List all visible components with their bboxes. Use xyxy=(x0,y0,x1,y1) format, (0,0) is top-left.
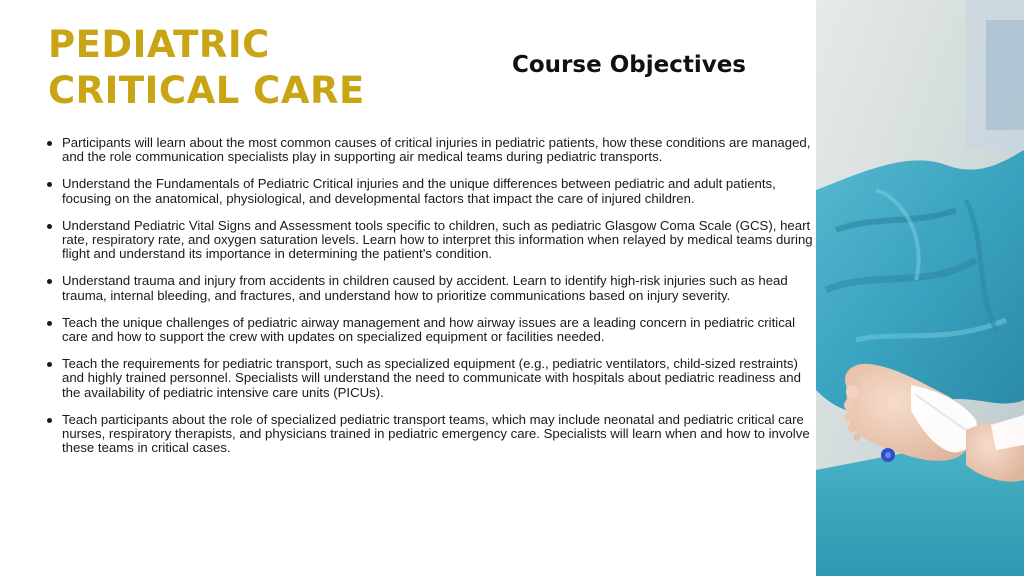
objective-item: Understand Pediatric Vital Signs and Assessment tools specific to children, such as pediatric Glasgow Coma Scale (GCS), heart rate, respiratory rate, and oxygen saturation levels. Learn how to interpret this information when relayed by medical teams during flight and understand its importance in determining the patient’s condition. xyxy=(62,219,822,262)
objective-item: Teach the requirements for pediatric transport, such as specialized equipment (e.g., pediatric ventilators, child-sized restraints) and highly trained personnel. Specialists will understand the need to communicate with hospitals about pediatric readiness and the availability of pediatric intensive care units (PICUs). xyxy=(62,357,822,400)
infant-foot-photo xyxy=(816,0,1024,576)
objective-item: Understand trauma and injury from accidents in children caused by accident. Learn to identify high-risk injuries such as head trauma, internal bleeding, and fractures, and understand how to prioritize communications based on injury severity. xyxy=(62,274,822,302)
title-line-1: PEDIATRIC xyxy=(48,23,270,66)
section-heading: Course Objectives xyxy=(512,52,746,78)
objective-item: Teach participants about the role of specialized pediatric transport teams, which may include neonatal and pediatric critical care nurses, respiratory therapists, and physicians trained in pediatric emergency care. Specialists will learn when and how to involve these teams in critical cases. xyxy=(62,413,822,456)
photo-illustration xyxy=(816,0,1024,576)
title-line-2: CRITICAL CARE xyxy=(48,69,365,112)
objective-item: Understand the Fundamentals of Pediatric Critical injuries and the unique differences between pediatric and adult patients, focusing on the anatomical, physiological, and developmental factors that impact the care of injured children. xyxy=(62,177,822,205)
objective-item: Participants will learn about the most common causes of critical injuries in pediatric patients, how these conditions are managed, and the role communication specialists play in supporting air medical teams during pediatric transports. xyxy=(62,136,822,164)
page-title xyxy=(48,22,365,114)
objectives-list xyxy=(44,136,822,468)
objective-item: Teach the unique challenges of pediatric airway management and how airway issues are a leading concern in pediatric critical care and how to support the crew with updates on specialized equipment or facilities needed. xyxy=(62,316,822,344)
